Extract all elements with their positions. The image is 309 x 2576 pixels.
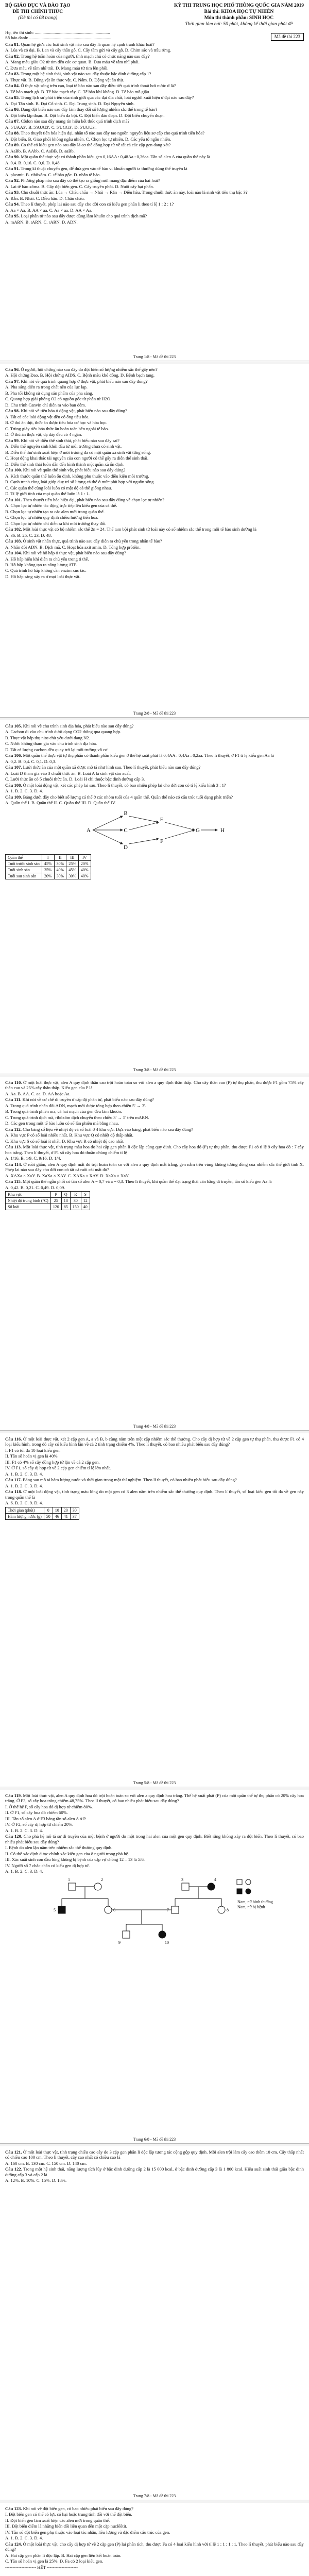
ministry-name: BỘ GIÁO DỤC VÀ ĐÀO TẠO: [5, 3, 71, 8]
page-footer: Trang 1/8 - Mã đề thi 223: [133, 354, 176, 359]
answer-options: A. 12%. B. 10%. C. 15%. D. 18%.: [5, 2178, 67, 2183]
answer-options: A. 6. B. 3. C. 9. D. 4.: [5, 1500, 43, 1506]
exam-subject: Môn thi thành phần: SINH HỌC: [204, 15, 274, 21]
svg-text:2: 2: [101, 1877, 103, 1882]
answer-options: B. Ở thú ăn thịt, thức ăn được tiêu hóa cơ học và hóa học.: [5, 420, 108, 426]
question-stem: Câu 82. Trong hệ tuần hoàn của người, tĩnh mạch chủ có chức năng nào sau đây?: [5, 53, 150, 59]
question-stem: Câu 124. Ở một loài thực vật, cho cây dị hợp tử về 2 cặp gen (P) lai phân tích, thu được Fa có 4 loại kiểu hình với tỉ lệ 1 : 1 : 1 : 1. Theo lí thuyết, phát biểu nào sau đây đúng?: [5, 2541, 304, 2552]
page-footer: Trang 5/8 - Mã đề thi 223: [133, 1781, 176, 1785]
answer-options: C. Nước không tham gia vào chu trình sinh địa hóa.: [5, 741, 97, 747]
pedigree-legend-normal: Nam, nữ bình thường: [237, 1899, 273, 1904]
official-label: ĐỀ THI CHÍNH THỨC: [12, 9, 63, 14]
exam-title: KỲ THI TRUNG HỌC PHỔ THÔNG QUỐC GIA NĂM 2019: [174, 3, 304, 8]
question-stem: Câu 81. Quan hệ giữa các loài sinh vật nào sau đây là quan hệ cạnh tranh khác loài?: [5, 41, 154, 47]
question-stem: Câu 110. Ở một loài thực vật, alen A quy định thân cao trội hoàn toàn so với alen a quy định thân thấp. Cho cây thân cao (P) tự thụ phấn, thu được F1 gồm 75% cây thân cao và 25% cây thân thấp. Kiểu gen của P là: [5, 1080, 304, 1091]
question-stem: Câu 89. Cơ thể có kiểu gen nào sau đây là cơ thể đồng hợp tử về tất cả các cặp gen đang xét?: [5, 142, 171, 148]
page-footer: Trang 3/8 - Mã đề thi 223: [133, 1067, 176, 1072]
exam-page-7: [0, 2146, 309, 2500]
svg-text:4: 4: [214, 1877, 216, 1882]
question-stem: Câu 109. Bảng dưới đây cho biết số lượng cá thể ở các nhóm tuổi của 4 quần thể. Quần thể nào có cấu trúc tuổi dạng phát triển?: [5, 794, 233, 800]
pages-note: (Đề thi có 08 trang): [18, 15, 58, 21]
question-stem: Câu 118. Ở một loài động vật, tính trạng màu lông do một gen có 3 alen nằm trên nhiễm sắc thể thường quy định. Theo lí thuyết, số loại kiểu gen tối đa về gen này trong quần thể là: [5, 1489, 304, 1500]
question-list: [5, 1793, 304, 1874]
answer-options: A. Khu vực P có số loài nhiều nhất. B. Khu vực Q có nhiệt độ thấp nhất.: [5, 1132, 133, 1138]
answer-options: C. Khu vực S có số loài ít nhất. D. Khu vực R có nhiệt độ cao nhất.: [5, 1138, 125, 1144]
answer-options: A. 36. B. 25. C. 23. D. 48.: [5, 532, 52, 538]
question-list: [5, 1436, 304, 1506]
question-stem: Câu 119. Một loài thực vật, alen A quy định hoa đỏ trội hoàn toàn so với alen a quy định hoa trắng. Thế hệ xuất phát (P) của một quần thể tự thụ phấn có 20% cây hoa trắng. Ở F3, số cây hoa trắng chiếm 48,75%. Theo lí thuyết, có bao nhiêu phát biểu sau đây đúng?: [5, 1793, 304, 1804]
page-footer: Trang 4/8 - Mã đề thi 223: [133, 1424, 176, 1429]
answer-options: D. Tỉ lệ giới tính của mọi quần thể luôn là 1 : 1.: [5, 491, 90, 497]
answer-options: A. Pha sáng diễn ra trong chất nền của lục lạp.: [5, 384, 88, 390]
candidate-name-line: Họ, tên thí sinh: ....................................................................: [5, 29, 110, 35]
question-list: [5, 2149, 304, 2183]
answer-options: A. Thực vật. B. Động vật ăn thực vật. C. Nấm. D. Động vật ăn thịt.: [5, 77, 124, 82]
svg-text:5: 5: [54, 1907, 56, 1912]
question-line: II. Ở F1, số cây hoa đỏ chiếm 60%.: [5, 1810, 68, 1816]
answer-options: C. Hoạt động khai thác tài nguyên của con người có thể gây ra diễn thế sinh thái.: [5, 455, 149, 461]
answer-options: C. Trùng giày tiêu hóa thức ăn hoàn toàn bên ngoài tế bào.: [5, 426, 109, 431]
answer-options: A. Hội chứng Đao. B. Hội chứng AIDS. C. Bệnh máu khó đông. D. Bệnh bạch tạng.: [5, 372, 155, 378]
answer-options: A. Tất cả các loài động vật đều có ống tiêu hóa.: [5, 414, 90, 419]
question-stem: Câu 121. Ở một loài thực vật, tính trạng chiều cao cây do 3 cặp gen phân li độc lập tương tác cộng gộp quy định. Mỗi alen trội làm cây cao thêm 10 cm. Cây thấp nhất có chiều cao 100 cm. Theo lí thuyết, cây cao nhất có chiều cao là: [5, 2149, 304, 2160]
food-web-node: B: [124, 810, 128, 817]
question-stem: Câu 122. Trong một hệ sinh thái, năng lượng tích lũy ở bậc dinh dưỡng cấp 2 là 15 000 kcal, ở bậc dinh dưỡng cấp 3 là 1 800 kcal. Hiệu suất sinh thái giữa bậc dinh dưỡng cấp 3 và cấp 2 là: [5, 2166, 304, 2177]
question-stem: Câu 84. Ở thực vật sống trên cạn, loại tế bào nào sau đây điều tiết quá trình thoát hơi nước ở lá?: [5, 83, 176, 89]
answer-options: A. Cacbon đi vào chu trình dưới dạng CO2 thông qua quang hợp.: [5, 729, 122, 735]
question-stem: Câu 117. Bảng sau mô tả hàm lượng nước và thời gian trong một thí nghiệm. Theo lí thuyết, có bao nhiêu phát biểu sau đây đúng?: [5, 1477, 237, 1483]
question-stem: Câu 90. Một quần thể thực vật có thành phần kiểu gen 0,16AA : 0,48Aa : 0,36aa. Tần số alen A của quần thể này là: [5, 154, 210, 160]
question-line: IV. Ở F2, số cây dị hợp tử chiếm 20%.: [5, 1822, 74, 1827]
question-line: II. Đột biến gen làm xuất hiện các alen mới trong quần thể.: [5, 2517, 110, 2523]
question-stem: Câu 86. Dạng đột biến nào sau đây làm thay đổi số lượng nhiễm sắc thể trong tế bào?: [5, 107, 158, 112]
question-line: II. Tần số hoán vị gen là 40%.: [5, 1453, 59, 1459]
question-stem: Câu 104. Khi nói về hô hấp ở thực vật, phát biểu nào sau đây đúng?: [5, 550, 126, 556]
water-data-table: Thời gian (phút) 0 10 20 30 Hàm lượng nước (g) 50 46 41 37: [5, 1507, 79, 1520]
answer-options: B. Cạnh tranh cùng loài giúp duy trì số lượng cá thể ở mức phù hợp với nguồn sống.: [5, 479, 155, 485]
question-stem: Câu 106. Một quần thể thực vật tự thụ phấn có thành phần kiểu gen ở thế hệ xuất phát là 0,4AA : 0,4Aa : 0,2aa. Theo lí thuyết, ở F1 tỉ lệ kiểu gen Aa là: [5, 753, 274, 758]
answer-options: A. plasmit. B. ribôxôm. C. tế bào gốc. D. nhân tế bào.: [5, 172, 101, 177]
area-data-table: Khu vực P Q R S Nhiệt độ trung bình (°C) 25 18 30 12 Số loài 120 85 150 40: [5, 1191, 90, 1210]
answer-options: A. 5'UAA3'. B. 5'AUG3'. C. 5'UGG3'. D. 5'UUU3'.: [5, 124, 97, 130]
question-stem: Câu 100. Khi nói về quần thể sinh vật, phát biểu nào sau đây đúng?: [5, 467, 126, 473]
answer-options: C. Đưa máu về tâm nhĩ trái. D. Mang máu từ tim lên phổi.: [5, 65, 109, 71]
question-stem: Câu 85. Trong lịch sử phát triển của sinh giới qua các đại địa chất, loài người xuất hiện ở đại nào sau đây?: [5, 95, 194, 100]
answer-options: B. Trong quá trình phiên mã, cả hai mạch của gen đều làm khuôn.: [5, 1109, 122, 1114]
answer-options: C. Quá trình hô hấp không cần enzim xúc tác.: [5, 568, 87, 573]
answer-options: A. 1. B. 2. C. 3. D. 4.: [5, 1869, 43, 1874]
question-stem: Câu 111. Khi nói về cơ chế di truyền ở cấp độ phân tử, phát biểu nào sau đây đúng?: [5, 1097, 154, 1103]
question-stem: Câu 99. Khi nói về diễn thế sinh thái, phát biểu nào sau đây sai?: [5, 437, 119, 443]
exam-section: Bài thi: KHOA HỌC TỰ NHIÊN: [204, 9, 274, 14]
question-list: [5, 367, 304, 579]
answer-options: D. Tất cả lượng cacbon đều quay trở lại môi trường vô cơ.: [5, 747, 109, 752]
svg-text:10: 10: [165, 1940, 169, 1945]
question-line: I. F1 có tối đa 10 loại kiểu gen.: [5, 1447, 61, 1453]
question-list: [5, 2506, 304, 2570]
answer-options: D. Diễn thế sinh thái luôn dẫn đến hình thành một quần xã ổn định.: [5, 461, 125, 467]
question-stem: Câu 98. Khi nói về tiêu hóa ở động vật, phát biểu nào sau đây đúng?: [5, 408, 127, 414]
answer-options: A. 0,2. B. 0,4. C. 0,1. D. 0,3.: [5, 758, 57, 764]
question-line: IV. Ở F1, số cây dị hợp tử về 2 cặp gen chiếm tỉ lệ lớn nhất.: [5, 1465, 111, 1471]
pedigree-diagram: [41, 1875, 273, 1953]
question-stem: Câu 95. Loại phân tử nào sau đây được dùng làm khuôn cho quá trình dịch mã?: [5, 213, 147, 219]
exam-page-1: [0, 0, 309, 361]
food-web-node: F: [160, 838, 164, 844]
food-web-node: G: [196, 827, 200, 834]
question-line: --------------------- HẾT ---------------------: [5, 2564, 78, 2570]
answer-options: A. 1. B. 2. C. 3. D. 4.: [5, 1483, 43, 1488]
question-line: I. Đột biến gen có thể có lợi, có hại hoặc trung tính đối với thể đột biến.: [5, 2512, 132, 2517]
question-line: I. Ở thế hệ P, số cây hoa đỏ dị hợp tử chiếm 80%.: [5, 1804, 93, 1809]
answer-options: A. Kích thước quần thể luôn ổn định, không phụ thuộc vào điều kiện môi trường.: [5, 473, 149, 479]
food-web-node: A: [87, 827, 91, 834]
answer-options: A. 1/16. B. 1/9. C. 9/16. D. 1/4.: [5, 1156, 61, 1161]
answer-options: A. 0,42. B. 0,21. C. 0,49. D. 0,09.: [5, 1184, 65, 1190]
answer-options: A. XAXa × XaY. B. XaXa × XAY. C. XAXa × XAY. D. XaXa × XaY.: [5, 1173, 130, 1178]
answer-options: A. Lai tế bào xôma. B. Gây đột biến gen. C. Cấy truyền phôi. D. Nuôi cấy hạt phấn.: [5, 183, 154, 189]
question-stem: Câu 120. Cho phả hệ mô tả sự di truyền của một bệnh ở người do một trong hai alen của một gen quy định. Biết rằng không xảy ra đột biến. Theo lí thuyết, có bao nhiêu phát biểu sau đây đúng?: [5, 1834, 304, 1844]
answer-options: A. Diễn thế nguyên sinh khởi đầu từ môi trường chưa có sinh vật.: [5, 444, 122, 449]
question-line: I. Bệnh do alen lặn nằm trên nhiễm sắc thể thường quy định.: [5, 1845, 113, 1851]
page-footer: Trang 7/8 - Mã đề thi 223: [133, 2494, 176, 2498]
question-line: IV. Người số 7 chắc chắn có kiểu gen dị hợp tử.: [5, 1862, 90, 1868]
answer-options: D. Ở thú ăn thực vật, dạ dày đều có 4 ngăn.: [5, 432, 82, 437]
question-stem: Câu 102. Một loài thực vật có bộ nhiễm sắc thể 2n = 24. Thể tam bội phát sinh từ loài này có số nhiễm sắc thể trong mỗi tế bào sinh dưỡng là: [5, 527, 256, 532]
question-line: III. Xác suất sinh con đầu lòng không bị bệnh của cặp vợ chồng 12 – 13 là 5/6.: [5, 1857, 145, 1862]
question-stem: Câu 112. Cho bảng số liệu về nhiệt độ và số loài ở 4 khu vực. Dựa vào bảng, phát biểu nào sau đây đúng?: [5, 1126, 193, 1132]
exam-page-8: [0, 2503, 309, 2576]
answer-options: A. Trong quá trình nhân đôi ADN, mạch mới được tổng hợp theo chiều 5' → 3'.: [5, 1103, 146, 1108]
svg-text:7: 7: [167, 1907, 169, 1912]
answer-options: A. Hô hấp hiếu khí diễn ra chủ yếu trong ti thể.: [5, 556, 89, 562]
answer-options: B. Chọn lọc tự nhiên tạo ra các alen mới trong quần thể.: [5, 509, 105, 514]
candidate-number-line: Số báo danh: ..........................................................................: [5, 35, 112, 41]
answer-options: A. Loài D tham gia vào 3 chuỗi thức ăn. B. Loài A là sinh vật sản xuất.: [5, 770, 131, 776]
answer-options: C. Quang hợp giải phóng O2 có nguồn gốc từ phân tử H2O.: [5, 396, 112, 402]
answer-options: A. Đột biến lặp đoạn. B. Đột biến đa bội. C. Đột biến đảo đoạn. D. Đột biến chuyển đoạn.: [5, 112, 165, 118]
question-stem: Câu 108. Ở một loài động vật, xét các phép lai sau. Theo lí thuyết, có bao nhiêu phép lai cho đời con có tỉ lệ kiểu hình 3 : 1?: [5, 782, 226, 788]
food-web-diagram: [77, 807, 232, 853]
question-stem: Câu 105. Khi nói về chu trình sinh địa hóa, phát biểu nào sau đây đúng?: [5, 723, 134, 728]
answer-options: A. Chọn lọc tự nhiên tác động trực tiếp lên kiểu gen của cá thể.: [5, 503, 117, 509]
question-list: [5, 1080, 304, 1190]
question-line: III. F1 có 4% số cây đồng hợp tử lặn về cả 2 cặp gen.: [5, 1459, 100, 1465]
question-stem: Câu 91. Trong kĩ thuật chuyển gen, để đưa gen vào tế bào vi khuẩn người ta thường dùng thể truyền là: [5, 166, 187, 172]
exam-page-2: [0, 364, 309, 717]
question-stem: Câu 114. Ở ruồi giấm, alen A quy định mắt đỏ trội hoàn toàn so với alen a quy định mắt trắng, gen nằm trên vùng không tương đồng của nhiễm sắc thể giới tính X. Phép lai nào sau đây cho đời con có tất cả ruồi cái mắt đỏ?: [5, 1161, 304, 1173]
food-web-node: E: [160, 816, 164, 823]
question-list: [5, 723, 304, 806]
answer-options: B. Diễn thế thứ sinh xuất hiện ở môi trường đã có một quần xã sinh vật từng sống.: [5, 449, 151, 455]
svg-text:1: 1: [68, 1877, 70, 1882]
question-stem: Câu 83. Trong một hệ sinh thái, sinh vật nào sau đây thuộc bậc dinh dưỡng cấp 1?: [5, 71, 151, 77]
question-stem: Câu 87. Côđon nào sau đây mang tín hiệu kết thúc quá trình dịch mã?: [5, 118, 130, 124]
answer-options: A. AaBb. B. AAbb. C. AaBB. D. aaBb.: [5, 148, 75, 154]
answer-options: B. Thực vật hấp thụ nitơ chủ yếu dưới dạng N2.: [5, 735, 90, 740]
svg-text:6: 6: [113, 1907, 115, 1912]
exam-code-box: Mã đề thi 223: [271, 33, 304, 41]
question-stem: Câu 123. Khi nói về đột biến gen, có bao nhiêu phát biểu sau đây đúng?: [5, 2506, 133, 2511]
page-footer: Trang 2/8 - Mã đề thi 223: [133, 711, 176, 716]
question-stem: Câu 101. Theo thuyết tiến hóa hiện đại, phát biểu nào sau đây đúng về chọn lọc tự nhiên?: [5, 497, 165, 502]
answer-options: A. Aa. B. AA. C. aa. D. AA hoặc Aa.: [5, 1091, 71, 1096]
page-footer: Trang 6/8 - Mã đề thi 223: [133, 2137, 176, 2142]
question-line: III. Tần số alen A ở F3 bằng tần số alen A ở P.: [5, 1816, 87, 1821]
question-stem: Câu 113. Một loài thực vật, tính trạng màu hoa do hai cặp gen phân li độc lập cùng quy định. Cho cây hoa đỏ (P) tự thụ phấn, thu được F1 có tỉ lệ 9 cây hoa đỏ : 7 cây hoa trắng. Theo lí thuyết, ở F1 số cây hoa đỏ thuần chủng chiếm tỉ lệ: [5, 1144, 304, 1155]
food-web-node: D: [124, 844, 128, 851]
question-line: II. Có thể xác định được chính xác kiểu gen của 8 người trong phả hệ.: [5, 1851, 129, 1856]
answer-options: A. Đột biến. B. Giao phối không ngẫu nhiên. C. Chọn lọc tự nhiên. D. Các yếu tố ngẫu nhiên.: [5, 136, 171, 142]
answer-options: A. Đại Tân sinh. B. Đại Cổ sinh. C. Đại Trung sinh. D. Đại Nguyên sinh.: [5, 100, 135, 106]
exam-page-4: [0, 1077, 309, 1430]
question-stem: Câu 94. Theo lí thuyết, phép lai nào sau đây cho đời con có kiểu gen phân li theo tỉ lệ 1 : 2 : 1?: [5, 201, 174, 207]
answer-options: C. Lưới thức ăn có 5 chuỗi thức ăn. D. Loài H chỉ thuộc bậc dinh dưỡng cấp 3.: [5, 776, 145, 782]
answer-options: A. Hai cặp gen phân li độc lập. B. Hai cặp gen liên kết hoàn toàn.: [5, 2552, 122, 2558]
question-stem: Câu 96. Ở người, hội chứng nào sau đây do đột biến số lượng nhiễm sắc thể gây nên?: [5, 367, 158, 372]
answer-options: A. Lúa và cỏ dại. B. Lan và cây thân gỗ. C. Cây tầm gửi và cây gỗ. D. Chim sáo và trâu rừng.: [5, 47, 171, 53]
answer-options: A. Quần thể I. B. Quần thể II. C. Quần thể III. D. Quần thể IV.: [5, 800, 116, 806]
question-stem: Câu 115. Một quần thể ngẫu phối có tần số alen A = 0,7 và a = 0,3. Theo lí thuyết, khi quần thể đạt trạng thái cân bằng di truyền, tần số kiểu gen Aa là: [5, 1179, 272, 1184]
svg-text:9: 9: [118, 1940, 121, 1945]
svg-text:3: 3: [181, 1877, 183, 1882]
answer-options: A. Nhân đôi ADN. B. Dịch mã. C. Hoạt hóa axit amin. D. Tổng hợp prôtêin.: [5, 544, 141, 550]
answer-options: D. Chọn lọc tự nhiên chỉ diễn ra khi môi trường thay đổi.: [5, 520, 107, 526]
exam-page-3: [0, 720, 309, 1074]
svg-text:8: 8: [227, 1907, 229, 1912]
answer-options: D. Chu trình Canvin chỉ diễn ra vào ban đêm.: [5, 402, 86, 408]
exam-page-6: [0, 1790, 309, 2143]
answer-options: A. 1. B. 2. C. 3. D. 4.: [5, 2535, 43, 2541]
question-stem: Câu 97. Khi nói về quá trình quang hợp ở thực vật, phát biểu nào sau đây đúng?: [5, 378, 148, 384]
question-stem: Câu 103. Ở sinh vật nhân thực, quá trình nào sau đây diễn ra chủ yếu trong nhân tế bào?: [5, 538, 162, 544]
food-web-node: H: [220, 827, 225, 834]
question-stem: Câu 93. Cho chuỗi thức ăn: Lúa → Châu chấu → Nhái → Rắn → Diều hâu. Trong chuỗi thức ăn này, loài nào là sinh vật tiêu thụ bậc 3?: [5, 190, 248, 195]
answer-options: D. Hô hấp sáng xảy ra ở mọi loài thực vật.: [5, 573, 81, 579]
exam-time: Thời gian làm bài: 50 phút, không kể thời gian phát đề: [185, 21, 293, 27]
answer-options: C. Tần số hoán vị gen là 25%. D. Fa có 2 loại kiểu gen.: [5, 2558, 104, 2564]
answer-options: A. Aa × Aa. B. AA × aa. C. Aa × aa. D. AA × Aa.: [5, 207, 93, 213]
answer-options: D. Các gen trong một tế bào luôn có số lần phiên mã bằng nhau.: [5, 1121, 119, 1126]
exam-header: [5, 3, 304, 28]
question-list: [5, 42, 304, 225]
answer-options: A. mARN. B. tARN. C. rARN. D. ADN.: [5, 219, 78, 225]
question-line: III. Đột biến điểm là những biến đổi liên quan đến một cặp nuclêôtit.: [5, 2523, 127, 2529]
answer-options: B. Hô hấp không tạo ra năng lượng ATP.: [5, 562, 77, 567]
answer-options: A. 1. B. 2. C. 3. D. 4.: [5, 788, 43, 794]
answer-options: A. 0,4. B. 0,16. C. 0,6. D. 0,48.: [5, 160, 61, 165]
answer-options: C. Các quần thể cùng loài luôn có mật độ cá thể giống nhau.: [5, 485, 112, 490]
question-stem: Câu 107. Lưới thức ăn của một quần xã được mô tả như hình sau. Theo lí thuyết, phát biểu nào sau đây đúng?: [5, 765, 201, 770]
answer-options: A. 160 cm. B. 130 cm. C. 150 cm. D. 140 cm.: [5, 2160, 87, 2166]
answer-options: A. Mang máu giàu O2 từ tim đến các cơ quan. B. Đưa máu về tâm nhĩ phải.: [5, 59, 140, 65]
answer-options: C. Chọn lọc tự nhiên quy định chiều hướng tiến hóa.: [5, 515, 98, 520]
answer-options: A. Tế bào mạch gỗ. B. Tế bào mạch rây. C. Tế bào khí khổng. D. Tế bào mô giậu.: [5, 89, 150, 94]
question-stem: Câu 116. Ở một loài thực vật, xét 2 cặp gen A, a và B, b cùng nằm trên một cặp nhiễm sắc thể thường. Cho cây dị hợp tử về 2 cặp gen tự thụ phấn, thu được F1 có 4 loại kiểu hình, trong đó cây có kiểu hình lặn về cả 2 tính trạng chiếm 4%. Theo lí thuyết, có bao nhiêu phát biểu sau đây đúng?: [5, 1436, 304, 1447]
age-structure-table: Quần thể I II III IV Tuổi trước sinh sản 45% 30% 25% 20% Tuổi sinh sản 35% 40% 45% 40% Tuổi sau sinh sản 20% 30% 30% 40%: [5, 854, 91, 879]
question-line: IV. Tần số đột biến gen phụ thuộc vào loại tác nhân, liều lượng và đặc điểm cấu trúc của gen.: [5, 2529, 170, 2535]
question-stem: Câu 92. Phương pháp nào sau đây có thể tạo ra giống mới mang đặc điểm của hai loài?: [5, 178, 160, 183]
answer-options: A. 1. B. 2. C. 3. D. 4.: [5, 1827, 43, 1833]
pedigree-legend-affected: Nam, nữ bị bệnh: [237, 1904, 265, 1909]
answer-options: A. Rắn. B. Nhái. C. Diều hâu. D. Châu chấu.: [5, 195, 85, 201]
answer-options: C. Trong quá trình dịch mã, ribôxôm dịch chuyển theo chiều 3' → 5' trên mARN.: [5, 1114, 149, 1120]
exam-page-5: [0, 1433, 309, 1787]
answer-options: A. 1. B. 2. C. 3. D. 4.: [5, 1471, 43, 1477]
question-stem: Câu 88. Theo thuyết tiến hóa hiện đại, nhân tố nào sau đây tạo nguồn nguyên liệu sơ cấp cho quá trình tiến hóa?: [5, 130, 204, 136]
food-web-node: C: [124, 827, 128, 834]
answer-options: B. Pha tối không sử dụng sản phẩm của pha sáng.: [5, 390, 93, 396]
